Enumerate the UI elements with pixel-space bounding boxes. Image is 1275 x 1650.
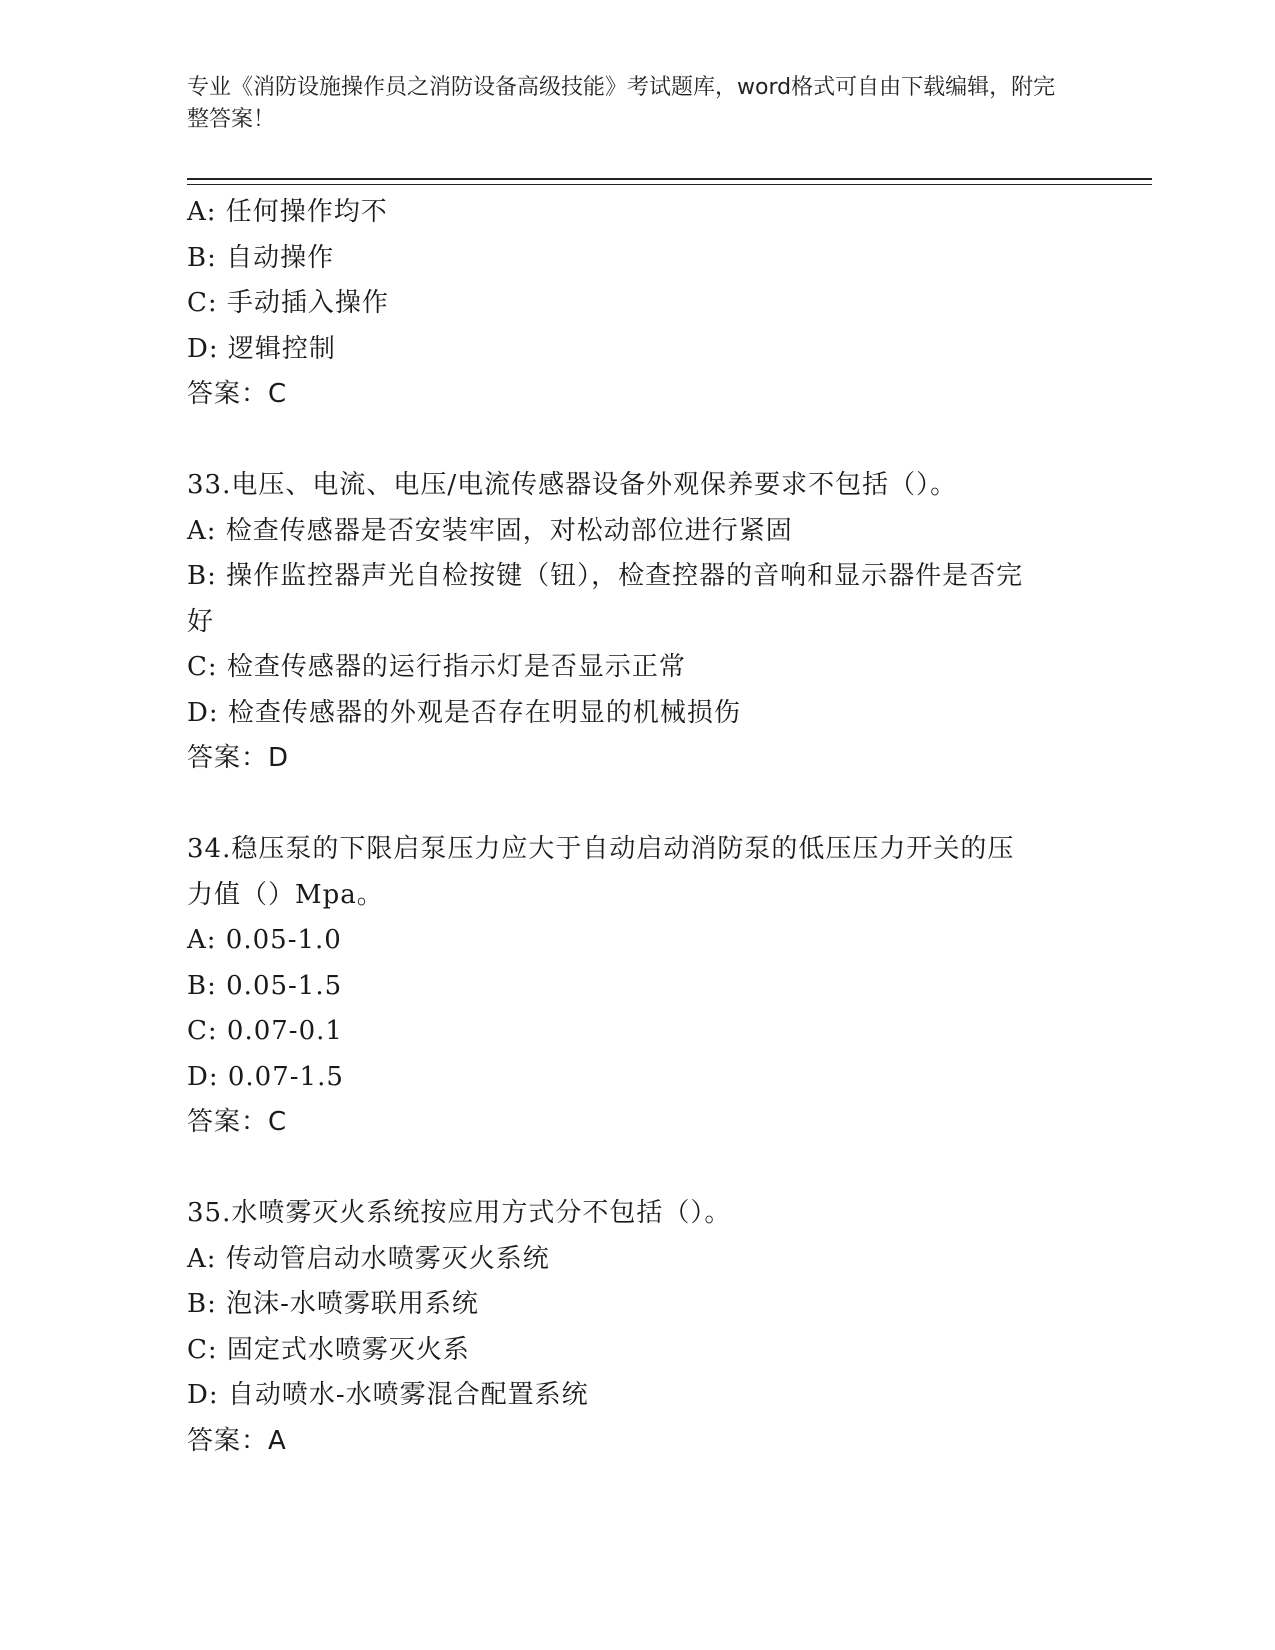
option-b: B: 0.05-1.5 — [187, 970, 343, 1001]
option-a: A: 任何操作均不 — [187, 197, 388, 227]
option-b: B: 操作监控器声光自检按键（钮），检查控器的音响和显示器件是否完好 — [187, 561, 1024, 637]
option-c: C: 检查传感器的运行指示灯是否显示正常 — [187, 652, 686, 682]
option-d: D: 0.07-1.5 — [187, 1061, 344, 1092]
document-header — [187, 72, 1067, 136]
answer: 答案：A — [187, 1425, 287, 1456]
question-partial — [187, 190, 1067, 418]
option-d: D: 自动喷水-水喷雾混合配置系统 — [187, 1380, 589, 1410]
option-a: A: 检查传感器是否安装牢固，对松动部位进行紧固 — [187, 515, 793, 546]
option-a: A: 传动管启动水喷雾灭火系统 — [187, 1243, 550, 1274]
option-d: D: 检查传感器的外观是否存在明显的机械损伤 — [187, 697, 741, 728]
header-rule-thick — [187, 178, 1152, 180]
answer: 答案：C — [187, 1107, 288, 1137]
option-a: A: 0.05-1.0 — [187, 925, 342, 955]
header-title: 专业《消防设施操作员之消防设备高级技能》考试题库，word格式可自由下载编辑，附完整答案！ — [187, 75, 1056, 132]
question-text: 34.稳压泵的下限启泵压力应大于自动启动消防泵的低压压力开关的压力值（）Mpa。 — [187, 834, 1015, 910]
answer: 答案：C — [187, 379, 288, 409]
question-33 — [187, 463, 1067, 782]
option-c: C: 固定式水喷雾灭火系 — [187, 1334, 470, 1365]
option-c: C: 手动插入操作 — [187, 288, 389, 318]
question-list — [187, 190, 1067, 1464]
answer: 答案：D — [187, 743, 290, 773]
option-b: B: 泡沫-水喷雾联用系统 — [187, 1289, 479, 1319]
option-b: B: 自动操作 — [187, 242, 335, 273]
question-35 — [187, 1191, 1067, 1464]
option-c: C: 0.07-0.1 — [187, 1016, 343, 1046]
question-text: 33.电压、电流、电压/电流传感器设备外观保养要求不包括（）。 — [187, 470, 958, 500]
question-text: 35.水喷雾灭火系统按应用方式分不包括（）。 — [187, 1198, 732, 1228]
option-d: D: 逻辑控制 — [187, 333, 336, 364]
question-34 — [187, 827, 1067, 1146]
header-rule-thin — [187, 184, 1152, 185]
